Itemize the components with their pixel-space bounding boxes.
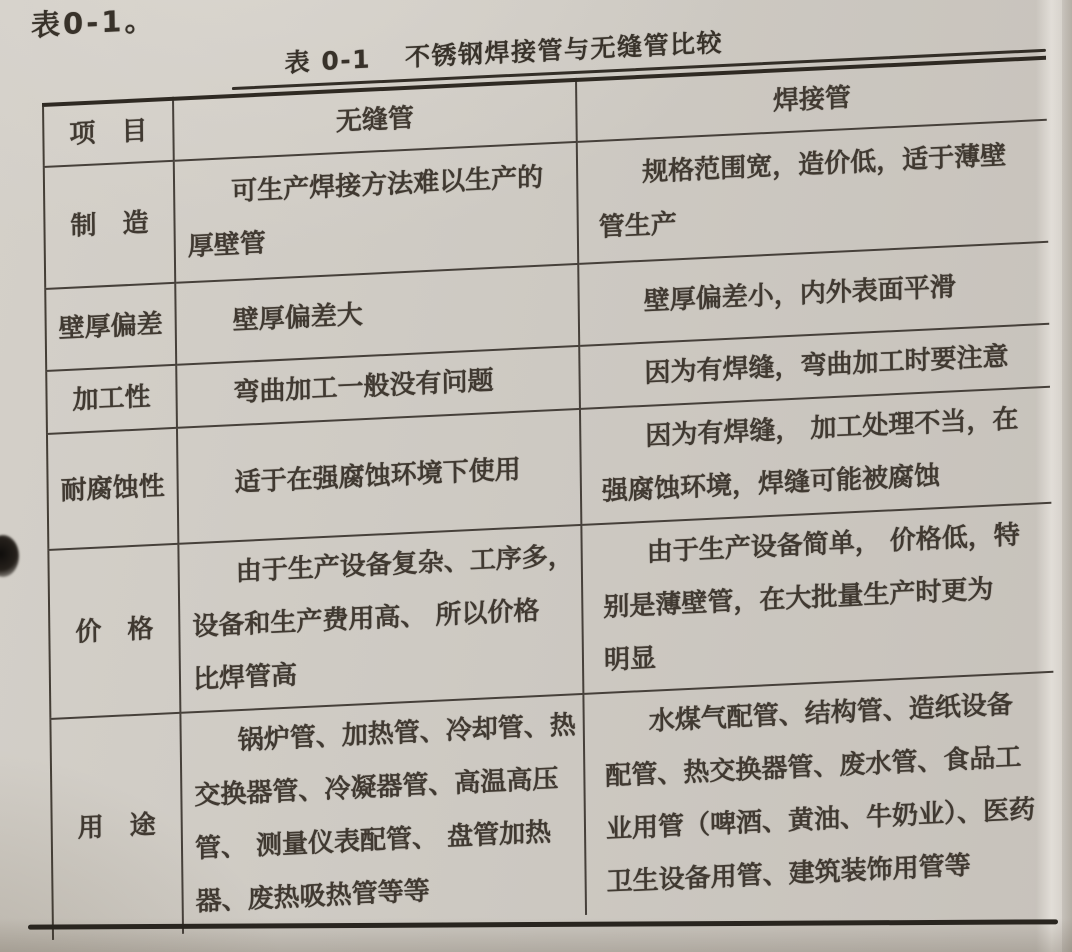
caption-gap	[371, 66, 405, 68]
row-label: 壁厚偏差	[45, 283, 176, 371]
table-row-uses	[50, 672, 1056, 940]
row-label: 加工性	[46, 365, 177, 434]
welded-cell: 因为有焊缝，弯曲加工时要注意	[579, 324, 1050, 409]
welded-cell: 因为有焊缝， 加工处理不当，在 强腐蚀环境，焊缝可能被腐蚀	[580, 387, 1051, 525]
header-cell-item: 项 目	[43, 99, 174, 167]
header-cell-welded-pipe: 焊接管	[576, 58, 1047, 142]
comparison-table	[42, 56, 1056, 940]
row-label: 用 途	[50, 713, 183, 940]
seamless-cell: 锅炉管、加热管、冷却管、热 交换器管、冷凝器管、高温高压 管、 测量仪表配管、 盘管加热 器、废热吸热管等等	[180, 694, 586, 934]
seamless-cell: 可生产焊接方法难以生产的 厚壁管	[174, 142, 578, 283]
welded-cell: 壁厚偏差小，内外表面平滑	[578, 242, 1049, 346]
binding-hole-mark	[0, 535, 19, 577]
header-cell-seamless-pipe: 无缝管	[173, 80, 577, 161]
welded-cell: 由于生产设备简单， 价格低，特 别是薄壁管，在大批量生产时更为 明显	[581, 503, 1053, 694]
page-edge-shadow	[1062, 0, 1072, 952]
seamless-cell: 由于生产设备复杂、工序多， 设备和生产费用高、 所以价格 比焊管高	[178, 525, 583, 713]
seamless-cell: 弯曲加工一般没有问题	[176, 346, 580, 428]
row-label: 价 格	[48, 544, 180, 719]
caption-label: 表 0-1	[284, 44, 372, 78]
seamless-cell: 适于在强腐蚀环境下使用	[177, 409, 581, 544]
welded-cell: 水煤气配管、结构管、造纸设备 配管、热交换器管、废水管、食品工 业用管（啤酒、黄油、牛奶业）、医药 卫生设备用管、建筑装饰用管等	[605, 689, 1036, 898]
row-label: 耐腐蚀性	[47, 428, 178, 550]
caption-title: 不锈钢焊接管与无缝管比较	[404, 27, 724, 72]
row-label: 制 造	[44, 161, 175, 289]
seamless-cell: 壁厚偏差大	[175, 264, 579, 365]
intro-text: 表0-1。	[30, 2, 157, 43]
table-caption	[284, 23, 723, 80]
welded-cell: 规格范围宽，造价低，适于薄壁 管生产	[577, 120, 1048, 264]
page-content	[30, 2, 1056, 940]
